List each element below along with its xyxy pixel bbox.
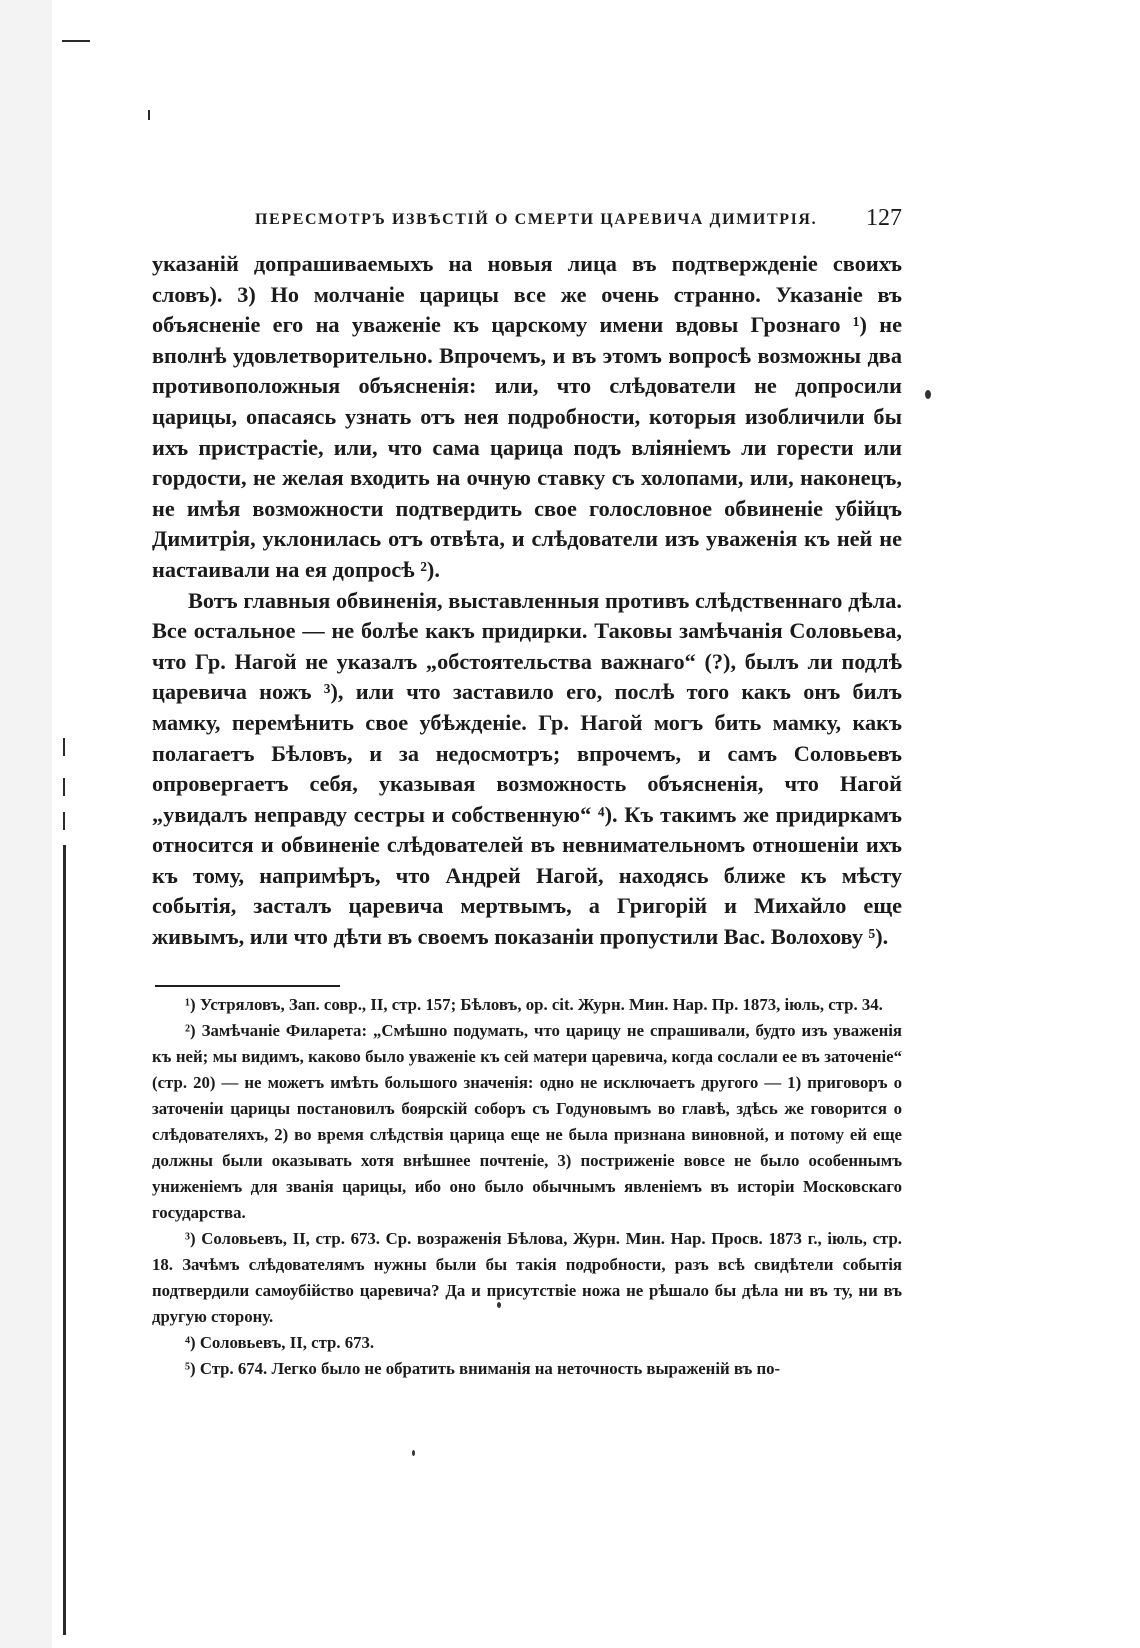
footnote: ³) Соловьевъ, II, стр. 673. Ср. возраженія Бѣлова, Журн. Мин. Нар. Просв. 1873 г., іюль, стр. 18. Зачѣмъ слѣдователямъ нужны были бы такія подробности, разъ всѣ свидѣтели событія подтвердили самоубійство царевича? Да и присутствіе ножа не рѣшало бы дѣла ни въ ту, ни въ другую сторону. [152, 1229, 902, 1326]
scan-margin [0, 0, 52, 1648]
paragraph: указаній допрашиваемыхъ на новыя лица въ подтвержденіе своихъ словъ). 3) Но молчаніе царицы все же очень странно. Указаніе въ объясненіе его на уваженіе къ царскому имени вдовы Грознаго ¹) не вполнѣ удовлетворительно. Впрочемъ, и въ этомъ вопросѣ возможны два противоположныя объясненія: или, что слѣдователи не допросили царицы, опасаясь узнать отъ нея подробности, которыя изобличили бы ихъ пристрастіе, или, что сама царица подъ вліяніемъ ли горести или гордости, не желая входить на очную ставку съ холопами, или, наконецъ, не имѣя возможности подтвердить свое голословное обвиненіе убійцъ Димитрія, уклонилась отъ отвѣта, и слѣдователи изъ уваженія къ ней не настаивали на ея допросѣ ²). [152, 251, 902, 582]
margin-tick [148, 110, 150, 120]
page-number: 127 [866, 205, 902, 231]
header-title: ПЕРЕСМОТРЪ ИЗВѢСТІЙ О СМЕРТИ ЦАРЕВИЧА ДИМИТРІЯ. [255, 211, 818, 228]
speck [412, 1450, 415, 1456]
footnote: ²) Замѣчаніе Филарета: „Смѣшно подумать, что царицу не спрашивали, будто изъ уваженія къ ней; мы видимъ, каково было уваженіе къ сей матери царевича, когда сослали ее въ заточеніе“ (стр. 20) — не можетъ имѣть большого значенія: одно не исключаетъ другого — 1) приговоръ о заточеніи царицы постановилъ боярскій соборъ съ Годуновымъ во главѣ, здѣсь же говорится о слѣдователяхъ, 2) во время слѣдствія царица еще не была признана виновной, и потому ей еще должны были оказывать хотя внѣшнее почтеніе, 3) постриженіе вовсе не было особеннымъ униженіемъ для званія царицы, ибо оно было обычнымъ явленіемъ въ исторіи Московскаго государства. [152, 1021, 902, 1222]
margin-line [63, 845, 66, 1635]
footnotes [152, 992, 902, 1382]
speck [925, 390, 931, 399]
footnote: ⁴) Соловьевъ, II, стр. 673. [185, 1333, 375, 1352]
paragraph: Вотъ главныя обвиненія, выставленныя противъ слѣдственнаго дѣла. Все остальное — не болѣе какъ придирки. Таковы замѣчанія Соловьева, что Гр. Нагой не указалъ „обстоятельства важнаго“ (?), былъ ли подлѣ царевича ножъ ³), или что заставило его, послѣ того какъ онъ билъ мамку, перемѣнить свое убѣжденіе. Гр. Нагой могъ бить мамку, какъ полагаетъ Бѣловъ, и за недосмотръ; впрочемъ, и самъ Соловьевъ опровергаетъ себя, указывая возможность объясненія, что Нагой „увидалъ неправду сестры и собственную“ ⁴). Къ такимъ же придиркамъ относится и обвиненіе слѣдователей въ невнимательномъ отношеніи ихъ къ тому, напримѣръ, что Андрей Нагой, находясь ближе къ мѣсту событія, засталъ царевича мертвымъ, а Григорій и Михайло еще живымъ, или что дѣти въ своемъ показаніи пропустили Вас. Волохову ⁵). [152, 587, 902, 950]
footnote: ¹) Устряловъ, Зап. совр., II, стр. 157; Бѣловъ, op. cit. Журн. Мин. Нар. Пр. 1873, іюль, стр. 34. [185, 995, 883, 1014]
margin-dash [62, 40, 90, 42]
footnote-divider [155, 985, 340, 987]
margin-tick [63, 812, 65, 830]
running-header [152, 205, 902, 239]
footnote: ⁵) Стр. 674. Легко было не обратить вниманія на неточность выраженій въ по- [185, 1359, 781, 1378]
margin-tick [63, 778, 65, 796]
main-text [152, 249, 902, 953]
margin-tick [63, 738, 65, 756]
